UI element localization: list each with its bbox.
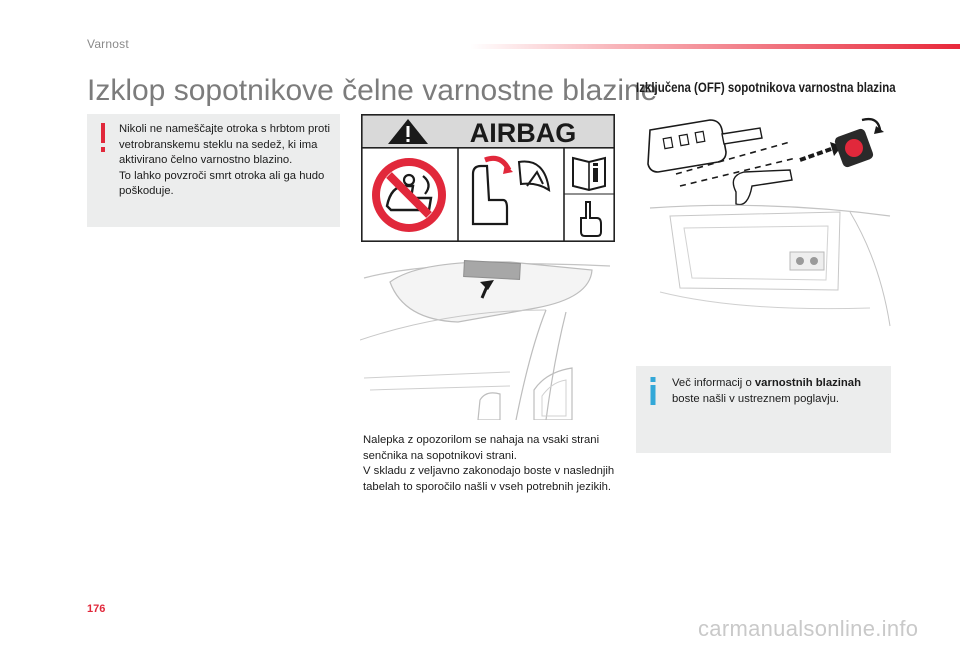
key-glovebox-illustration (640, 112, 892, 332)
warning-box (87, 114, 340, 227)
page-number: 176 (87, 603, 106, 615)
airbag-switch-icon (833, 119, 884, 168)
car-key-icon (648, 120, 762, 172)
sun-visor-illustration (360, 250, 616, 420)
section-label: Varnost (87, 37, 129, 51)
section-title-airbag-off: Izključena (OFF) sopotnikova varnostna blazina (636, 79, 896, 95)
info-text-lead: Več informacij o (672, 377, 755, 389)
warning-text: Nikoli ne nameščajte otroka s hrbtom proti vetrobranskemu steklu na sedež, ki ima aktivirano čelno varnostno blazino. To lahko povzroči smrt otroka ali ga hudo poškoduje. (119, 123, 330, 198)
no-rear-facing-child-seat-icon (372, 158, 446, 232)
airbag-warning-label (361, 114, 615, 242)
exclamation-icon (100, 123, 106, 153)
airbag-heading: AIRBAG (469, 118, 577, 148)
header-accent-bar (470, 44, 960, 49)
info-text (672, 376, 884, 407)
watermark: carmanualsonline.info (698, 616, 919, 641)
info-text-bold: varnostnih blazinah (754, 377, 861, 389)
info-text-tail: boste našli v ustreznem poglavju. (672, 392, 840, 405)
info-box (636, 366, 891, 453)
page-title: Izklop sopotnikove čelne varnostne blazine (87, 74, 658, 107)
info-icon (649, 377, 657, 405)
visor-caption: Nalepka z opozorilom se nahaja na vsaki strani senčnika na sopotnikovi strani. V skladu z veljavno zakonodajo boste v naslednjih tabelah to sporočilo našli v vseh potrebnih jezikih. (363, 434, 615, 493)
